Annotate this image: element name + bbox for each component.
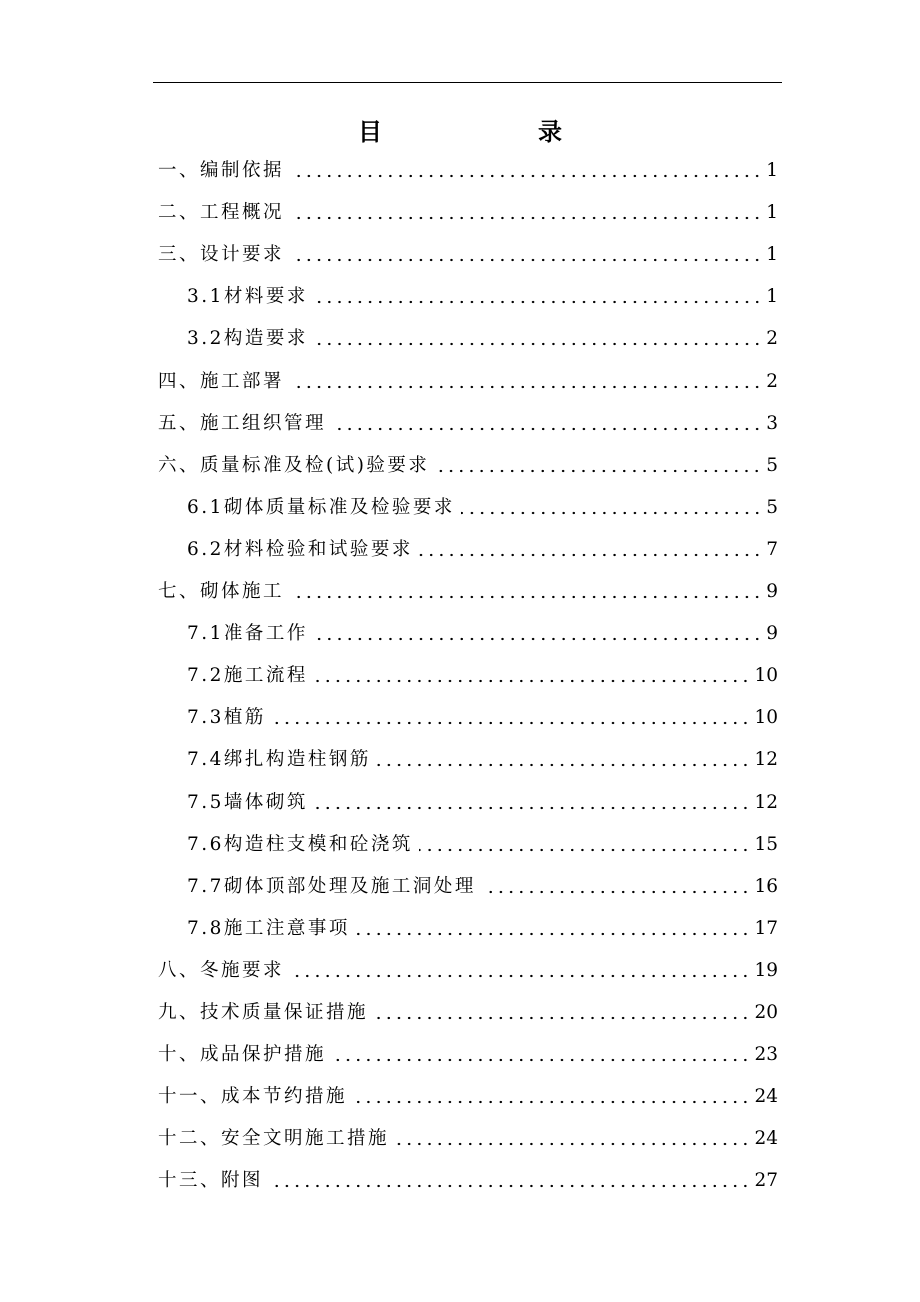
toc-entry-chapter[interactable] <box>158 403 778 445</box>
toc-entry-section[interactable] <box>187 318 778 360</box>
toc-entry-page-number: 3 <box>766 412 778 434</box>
toc-entry-label: 十二、安全文明施工措施 <box>158 1128 390 1150</box>
toc-entry-label: 十、成品保护措施 <box>158 1044 327 1066</box>
toc-entry-label: 6.2材料检验和试验要求 <box>187 538 413 560</box>
toc-entry-section[interactable] <box>187 782 778 824</box>
toc-entry-label: 七、砌体施工 <box>158 581 285 602</box>
toc-dot-leader <box>332 1058 750 1062</box>
toc-dot-leader <box>314 300 762 304</box>
toc-dot-leader <box>272 721 751 725</box>
toc-entry-page-number: 10 <box>754 665 778 687</box>
toc-entry-label: 五、施工组织管理 <box>158 412 327 434</box>
toc-entry-chapter[interactable] <box>158 1118 778 1160</box>
toc-dot-leader <box>314 806 751 810</box>
toc-dot-leader <box>482 890 751 894</box>
toc-entry-label: 十三、附图 <box>158 1170 264 1192</box>
toc-entry-label: 九、技术质量保证措施 <box>158 1002 369 1023</box>
toc-dot-leader <box>461 511 762 515</box>
toc-dot-leader <box>356 932 751 936</box>
toc-entry-section[interactable] <box>187 276 778 318</box>
toc-entry-section[interactable] <box>187 824 778 866</box>
toc-entry-chapter[interactable] <box>158 445 778 487</box>
toc-entry-page-number: 19 <box>754 959 778 981</box>
toc-dot-leader <box>374 1016 750 1020</box>
toc-entry-label: 八、冬施要求 <box>158 959 285 981</box>
toc-entry-page-number: 12 <box>754 791 778 813</box>
toc-entry-page-number: 12 <box>754 749 778 771</box>
toc-entry-chapter[interactable] <box>158 1034 778 1076</box>
toc-dot-leader <box>290 174 762 178</box>
toc-entry-label: 六、质量标准及检(试)验要求 <box>158 454 430 476</box>
toc-dot-leader <box>419 848 751 852</box>
toc-dot-leader <box>435 469 762 473</box>
toc-entry-label: 二、工程概况 <box>158 202 285 224</box>
toc-dot-leader <box>419 553 762 557</box>
toc-entry-page-number: 10 <box>754 707 778 729</box>
toc-entry-section[interactable] <box>187 655 778 697</box>
toc-entry-chapter[interactable] <box>158 361 778 403</box>
toc-dot-leader <box>290 258 762 262</box>
toc-entry-page-number: 20 <box>754 1002 778 1023</box>
toc-entry-label: 7.4绑扎构造柱钢筋 <box>187 749 371 771</box>
toc-entry-page-number: 7 <box>766 538 778 560</box>
toc-entry-page-number: 23 <box>754 1044 778 1066</box>
toc-entry-page-number: 27 <box>754 1170 778 1192</box>
header-rule <box>153 82 782 83</box>
toc-entry-section[interactable] <box>187 487 778 529</box>
toc-entry-chapter[interactable] <box>158 992 778 1034</box>
toc-dot-leader <box>332 427 762 431</box>
toc-entry-label: 7.7砌体顶部处理及施工洞处理 <box>187 875 476 897</box>
toc-entry-page-number: 2 <box>766 370 778 392</box>
toc-entry-section[interactable] <box>187 613 778 655</box>
toc-entry-page-number: 9 <box>766 581 778 602</box>
toc-entry-section[interactable] <box>187 697 778 739</box>
toc-entry-label: 6.1砌体质量标准及检验要求 <box>187 496 455 518</box>
toc-dot-leader <box>353 1100 750 1104</box>
toc-entry-label: 一、编制依据 <box>158 160 285 181</box>
toc-entry-label: 3.1材料要求 <box>187 286 308 308</box>
toc-entry-page-number: 15 <box>754 833 778 855</box>
toc-entry-page-number: 2 <box>766 328 778 350</box>
toc-entry-label: 7.1准备工作 <box>187 623 308 645</box>
toc-entry-label: 四、施工部署 <box>158 370 285 392</box>
toc-entry-page-number: 1 <box>766 160 778 181</box>
toc-entry-page-number: 9 <box>766 623 778 645</box>
toc-dot-leader <box>290 595 762 599</box>
toc-entry-page-number: 5 <box>766 496 778 518</box>
toc-entry-label: 三、设计要求 <box>158 244 285 266</box>
toc-entry-page-number: 1 <box>766 202 778 224</box>
toc-dot-leader <box>314 637 762 641</box>
toc-entry-label: 7.6构造柱支模和砼浇筑 <box>187 833 413 855</box>
toc-dot-leader <box>314 342 762 346</box>
toc-entry-label: 7.2施工流程 <box>187 665 308 687</box>
toc-entry-label: 7.3植筋 <box>187 707 266 729</box>
toc-entry-chapter[interactable] <box>158 192 778 234</box>
toc-entry-chapter[interactable] <box>158 950 778 992</box>
toc-entry-chapter[interactable] <box>158 571 778 613</box>
toc-entry-section[interactable] <box>187 866 778 908</box>
toc-dot-leader <box>290 216 762 220</box>
toc-dot-leader <box>290 385 762 389</box>
toc-entry-section[interactable] <box>187 739 778 781</box>
toc-entry-chapter[interactable] <box>158 150 778 192</box>
toc-entry-label: 7.8施工注意事项 <box>187 917 350 939</box>
toc-entry-page-number: 17 <box>754 917 778 939</box>
toc-dot-leader <box>269 1184 750 1188</box>
toc-entry-page-number: 24 <box>754 1128 778 1150</box>
toc-entry-chapter[interactable] <box>158 1076 778 1118</box>
toc-dot-leader <box>377 763 751 767</box>
toc-entry-label: 3.2构造要求 <box>187 328 308 350</box>
page-title: 目 录 <box>358 117 598 146</box>
toc-entry-label: 7.5墙体砌筑 <box>187 791 308 813</box>
toc-entry-page-number: 5 <box>766 454 778 476</box>
toc-entry-page-number: 16 <box>754 875 778 897</box>
toc-dot-leader <box>395 1142 750 1146</box>
toc-entry-section[interactable] <box>187 529 778 571</box>
toc-entry-section[interactable] <box>187 908 778 950</box>
toc-dot-leader <box>290 974 750 978</box>
toc-entry-page-number: 1 <box>766 244 778 266</box>
toc-dot-leader <box>314 679 751 683</box>
toc-entry-page-number: 24 <box>754 1086 778 1108</box>
toc-entry-label: 十一、成本节约措施 <box>158 1086 348 1108</box>
toc-entry-page-number: 1 <box>766 286 778 308</box>
toc-entry-chapter[interactable] <box>158 234 778 276</box>
toc-entry-chapter[interactable] <box>158 1160 778 1202</box>
